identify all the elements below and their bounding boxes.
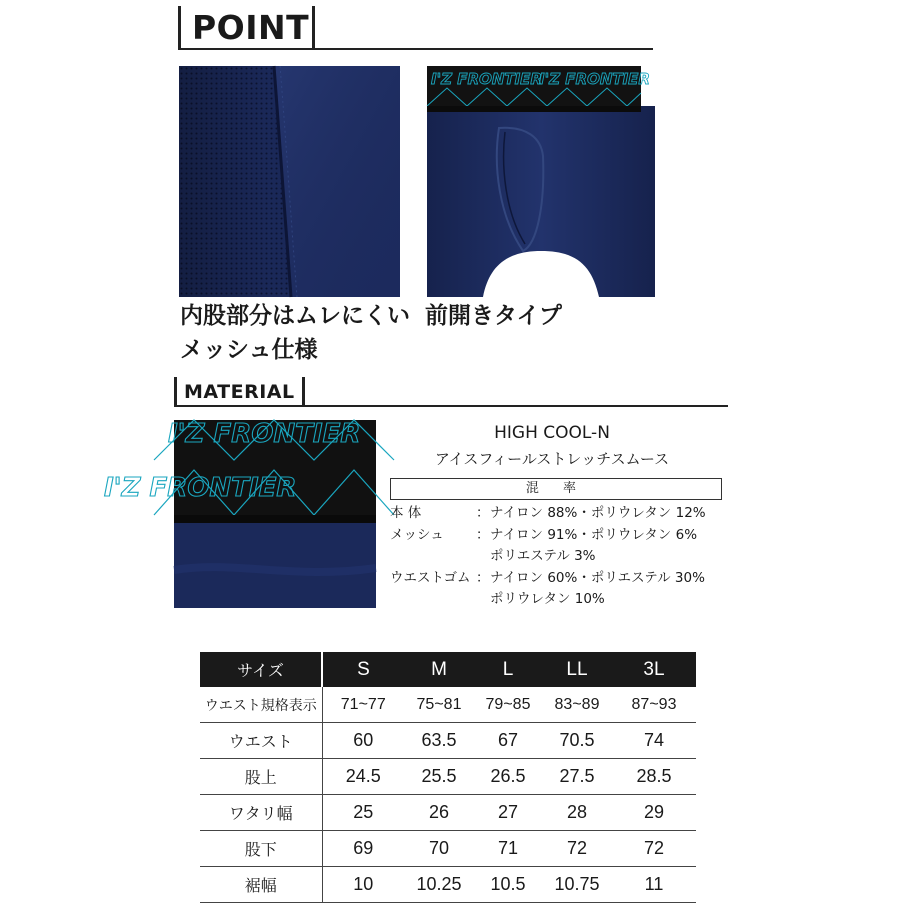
table-cell: 75~81 bbox=[404, 687, 474, 723]
table-cell: 26.5 bbox=[474, 759, 542, 795]
composition-row-4 bbox=[390, 568, 705, 588]
table-cell: 10 bbox=[322, 867, 404, 903]
table-cell: 71~77 bbox=[322, 687, 404, 723]
table-cell: 70 bbox=[404, 831, 474, 867]
point-header-left-bar bbox=[178, 6, 181, 50]
mesh-feature-caption-line2: メッシュ仕様 bbox=[180, 337, 318, 363]
composition-value: ナイロン 60%・ポリエステル 30% bbox=[490, 570, 705, 586]
row-label: 裾幅 bbox=[200, 867, 322, 903]
composition-part: ウエストゴム bbox=[390, 570, 471, 586]
size-col-m: M bbox=[404, 652, 474, 687]
size-table bbox=[200, 652, 696, 903]
material-header-right-bar bbox=[302, 377, 305, 407]
table-cell: 71 bbox=[474, 831, 542, 867]
blend-header-label: 混 率 bbox=[525, 481, 587, 496]
table-cell: 28.5 bbox=[612, 759, 696, 795]
table-row bbox=[200, 831, 696, 867]
composition-row-5 bbox=[490, 589, 605, 609]
material-header-left-bar bbox=[174, 377, 177, 407]
size-header-row bbox=[200, 652, 696, 687]
table-cell: 27 bbox=[474, 795, 542, 831]
size-col-3l: 3L bbox=[612, 652, 696, 687]
band-brand-text-3: I'Z FRONTIER bbox=[168, 419, 361, 449]
mesh-closeup-photo bbox=[179, 66, 400, 297]
front-opening-caption: 前開きタイプ bbox=[425, 303, 562, 329]
point-title: POINT bbox=[192, 8, 310, 47]
composition-part: 本 体 bbox=[390, 505, 422, 521]
table-cell: 83~89 bbox=[542, 687, 612, 723]
composition-value: ポリエステル 3% bbox=[490, 548, 596, 564]
table-cell: 25.5 bbox=[404, 759, 474, 795]
row-label: ワタリ幅 bbox=[200, 795, 322, 831]
table-cell: 29 bbox=[612, 795, 696, 831]
table-cell: 87~93 bbox=[612, 687, 696, 723]
table-row bbox=[200, 723, 696, 759]
composition-sep: ： bbox=[476, 527, 490, 543]
size-col-l: L bbox=[474, 652, 542, 687]
band-brand-text-4: I'Z FRONTIER bbox=[104, 473, 297, 503]
table-cell: 70.5 bbox=[542, 723, 612, 759]
size-header-label: サイズ bbox=[200, 652, 322, 687]
table-cell: 26 bbox=[404, 795, 474, 831]
fabric-name: HIGH COOL-N bbox=[494, 423, 610, 443]
composition-row-1 bbox=[390, 503, 706, 523]
size-col-ll: LL bbox=[542, 652, 612, 687]
point-header-rule bbox=[178, 48, 653, 50]
table-cell: 10.25 bbox=[404, 867, 474, 903]
row-label: 股上 bbox=[200, 759, 322, 795]
table-cell: 10.75 bbox=[542, 867, 612, 903]
table-cell: 72 bbox=[542, 831, 612, 867]
table-cell: 28 bbox=[542, 795, 612, 831]
composition-part: メッシュ bbox=[390, 527, 444, 543]
composition-value: ナイロン 88%・ポリウレタン 12% bbox=[490, 505, 706, 521]
table-cell: 72 bbox=[612, 831, 696, 867]
composition-value: ポリウレタン 10% bbox=[490, 591, 605, 607]
row-label: 股下 bbox=[200, 831, 322, 867]
point-header-right-bar bbox=[312, 6, 315, 50]
table-cell: 74 bbox=[612, 723, 696, 759]
blend-header-box bbox=[390, 478, 722, 500]
table-row bbox=[200, 687, 696, 723]
table-cell: 67 bbox=[474, 723, 542, 759]
material-header-rule bbox=[174, 405, 728, 407]
table-cell: 25 bbox=[322, 795, 404, 831]
fabric-subtitle: アイスフィールストレッチスムース bbox=[434, 450, 670, 468]
table-row bbox=[200, 759, 696, 795]
front-opening-photo bbox=[427, 66, 655, 297]
table-cell: 63.5 bbox=[404, 723, 474, 759]
composition-row-2 bbox=[390, 525, 697, 545]
row-label: ウエスト規格表示 bbox=[200, 687, 322, 723]
band-brand-text-2: I'Z FRONTIER bbox=[539, 70, 650, 88]
table-cell: 60 bbox=[322, 723, 404, 759]
composition-row-3 bbox=[490, 546, 596, 566]
material-title: MATERIAL bbox=[184, 381, 295, 403]
table-cell: 27.5 bbox=[542, 759, 612, 795]
table-cell: 79~85 bbox=[474, 687, 542, 723]
waistband-fabric-photo bbox=[104, 419, 376, 608]
mesh-feature-caption-line1: 内股部分はムレにくい bbox=[180, 303, 410, 329]
table-cell: 10.5 bbox=[474, 867, 542, 903]
composition-value: ナイロン 91%・ポリウレタン 6% bbox=[490, 527, 698, 543]
row-label: ウエスト bbox=[200, 723, 322, 759]
table-cell: 24.5 bbox=[322, 759, 404, 795]
table-cell: 69 bbox=[322, 831, 404, 867]
table-row bbox=[200, 795, 696, 831]
table-row bbox=[200, 867, 696, 903]
table-cell: 11 bbox=[612, 867, 696, 903]
composition-sep: ： bbox=[476, 570, 490, 586]
size-col-s: S bbox=[322, 652, 404, 687]
band-brand-text-1: I'Z FRONTIER bbox=[431, 70, 542, 88]
composition-sep: ： bbox=[476, 505, 490, 521]
